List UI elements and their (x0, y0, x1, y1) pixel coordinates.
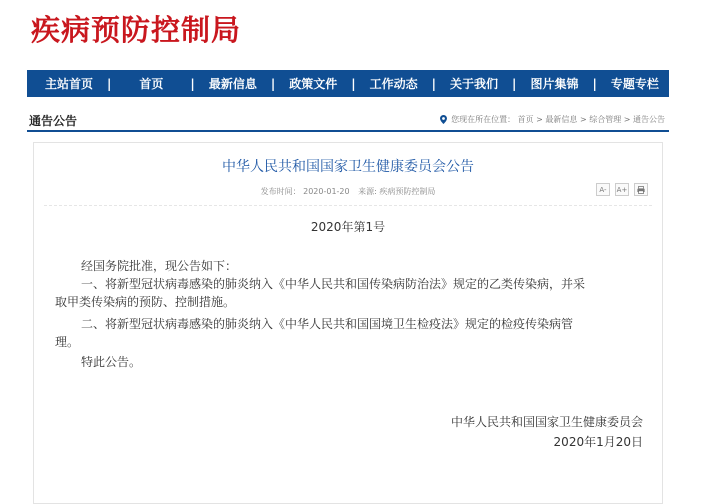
nav-item-work-news[interactable]: 工作动态 (369, 77, 418, 91)
nav-item-main-home[interactable]: 主站首页 (45, 77, 94, 91)
article-source: 来源: 疾病预防控制局 (358, 187, 436, 196)
article-title: 中华人民共和国国家卫生健康委员会公告 (222, 159, 474, 175)
nav-separator: | (190, 76, 195, 91)
font-decrease-button[interactable]: A- (596, 183, 610, 196)
document-number: 2020年第1号 (310, 220, 386, 234)
nav-item-latest[interactable]: 最新信息 (208, 77, 257, 91)
section-header (27, 112, 669, 132)
nav-separator: | (351, 76, 356, 91)
nav-separator: | (592, 76, 597, 91)
signature-date: 2020年1月20日 (553, 435, 643, 449)
breadcrumb-text[interactable]: 您现在所在位置： 首页 > 最新信息 > 综合管理 > 通告公告 (451, 115, 665, 124)
paragraph: 理。 (55, 335, 80, 349)
print-icon (637, 186, 645, 194)
article-card (33, 142, 663, 504)
signature-org: 中华人民共和国国家卫生健康委员会 (450, 415, 643, 429)
nav-separator: | (270, 76, 276, 91)
publish-date: 发布时间： 2020-01-20 (260, 187, 350, 196)
print-button[interactable] (634, 183, 648, 196)
nav-item-home[interactable]: 首页 (139, 77, 164, 91)
meta-divider (44, 205, 652, 206)
site-title: 疾病预防控制局 (31, 13, 242, 47)
nav-separator: | (431, 76, 437, 91)
font-increase-button[interactable]: A+ (615, 183, 629, 196)
paragraph: 一、将新型冠状病毒感染的肺炎纳入《中华人民共和国传染病防治法》规定的乙类传染病，并采 (81, 277, 586, 291)
section-title: 通告公告 (29, 114, 78, 128)
main-nav (27, 70, 669, 97)
paragraph: 特此公告。 (81, 355, 142, 369)
nav-item-about[interactable]: 关于我们 (450, 77, 499, 91)
nav-separator: | (512, 76, 517, 91)
nav-item-special[interactable]: 专题专栏 (610, 77, 659, 91)
breadcrumb (440, 114, 665, 125)
nav-item-policy[interactable]: 政策文件 (289, 77, 338, 91)
article-tools (596, 183, 648, 196)
paragraph: 经国务院批准，现公告如下： (81, 259, 238, 273)
location-pin-icon (440, 115, 447, 124)
nav-item-gallery[interactable]: 图片集锦 (530, 77, 579, 91)
nav-separator: | (107, 76, 112, 91)
article-meta (34, 186, 662, 197)
paragraph: 二、将新型冠状病毒感染的肺炎纳入《中华人民共和国国境卫生检疫法》规定的检疫传染病管 (81, 317, 574, 331)
paragraph: 取甲类传染病的预防、控制措施。 (55, 295, 236, 309)
